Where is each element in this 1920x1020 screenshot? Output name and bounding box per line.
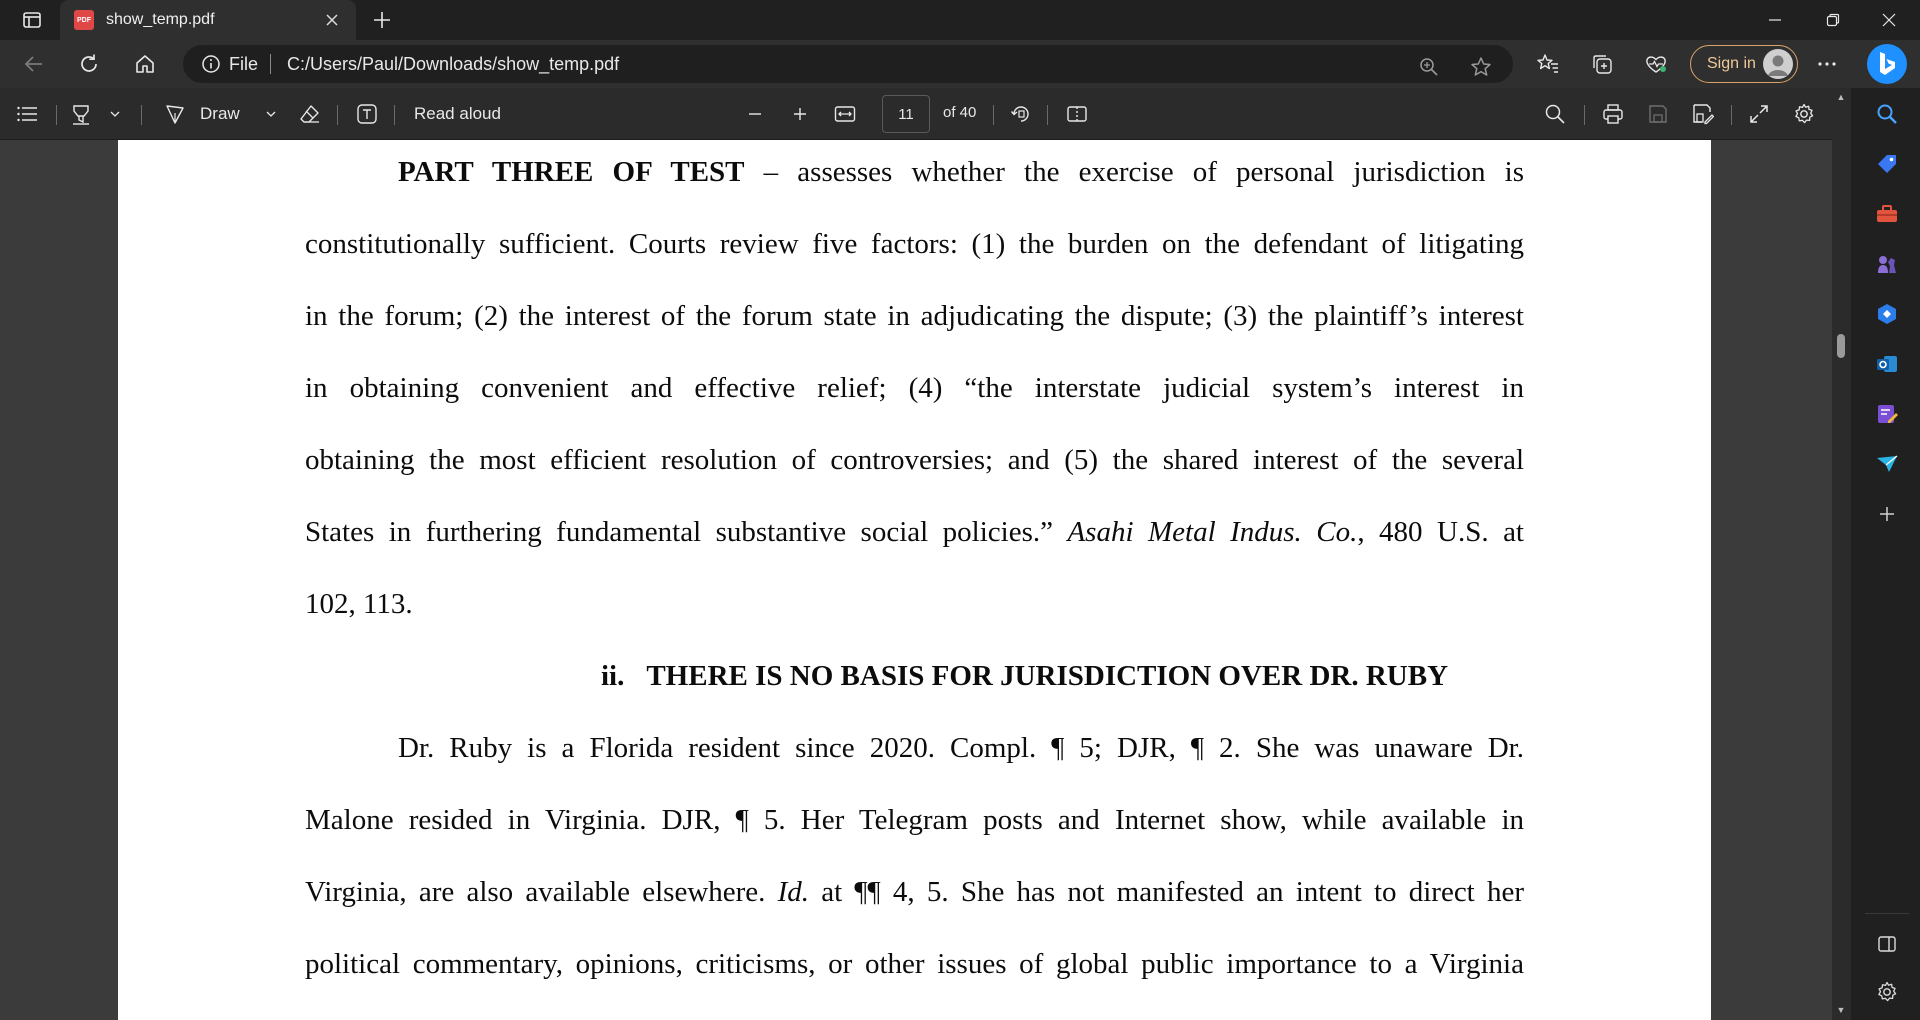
toolbox-icon [1875,202,1899,226]
id-citation: Id. [777,876,810,908]
plus-icon [1877,504,1897,524]
gear-icon [1793,103,1815,125]
doc-line-5: obtaining the most efficient resolution of controversies; and (5) the shared interest of the several [305,444,1524,476]
sidebar-divider [1865,913,1909,914]
doc-line-11: political commentary, opinions, criticisms, or other issues of global public importance to a Virginia [305,948,1524,980]
sign-in-button[interactable] [1690,45,1798,83]
erase-button[interactable] [297,101,323,127]
back-arrow-icon [23,53,45,75]
sidebar-search-button[interactable] [1873,100,1901,128]
doc-line-3: in the forum; (2) the interest of the forum state in adjudicating the dispute; (3) the plaintiff’s interest [305,300,1524,332]
draw-pen-icon [164,103,186,125]
refresh-icon [78,53,100,75]
home-icon [134,53,156,75]
save-icon [1648,104,1668,124]
doc-line-8: Dr. Ruby is a Florida resident since 2020. Compl. ¶ 5; DJR, ¶ 2. She was unaware Dr. [398,732,1524,764]
save-as-icon [1692,103,1714,125]
contents-button[interactable] [14,101,40,127]
address-toolbar [0,40,1920,88]
document-viewer[interactable] [0,140,1832,1020]
plus-icon [372,10,392,30]
sidebar-shopping-button[interactable] [1873,150,1901,178]
search-icon [1544,103,1566,125]
doc-text: – assesses whether the exercise of personal jurisdiction is [744,156,1524,188]
doc-line-6 [305,516,1524,549]
rotate-icon [1010,103,1032,125]
close-icon [1882,13,1896,27]
print-button[interactable] [1600,101,1626,127]
pdf-toolbar [0,88,1832,140]
section-heading [118,660,1711,693]
search-icon [1875,102,1899,126]
sidebar-tools-button[interactable] [1873,200,1901,228]
sidebar-settings-button[interactable] [1873,978,1901,1006]
doc-text: Virginia, are also available elsewhere. [305,876,778,908]
minimize-icon [1768,13,1782,27]
close-icon [325,13,339,27]
gear-icon [1876,981,1898,1003]
minus-icon [747,106,763,122]
chevron-down-icon [109,110,121,118]
edge-sidebar [1850,88,1920,1020]
toolbar-divider [394,105,395,125]
doc-line-10 [305,876,1524,909]
page-number-input[interactable]: 11 [882,95,930,133]
zoom-out-button[interactable] [742,101,768,127]
pdf-settings-button[interactable] [1791,101,1817,127]
pdf-file-icon: PDF [74,10,94,30]
toolbar-divider [1584,105,1585,125]
back-button[interactable] [17,48,51,80]
highlighter-icon [70,103,92,125]
doc-line-2: constitutionally sufficient. Courts review five factors: (1) the burden on the defendant of litigating [305,228,1524,260]
section-number: ii. [600,660,625,692]
sidebar-games-button[interactable] [1873,250,1901,278]
doc-text: , 480 U.S. at [1357,516,1524,548]
doc-text: at ¶¶ 4, 5. She has not manifested an intent to direct her [809,876,1524,908]
tab-close-button[interactable] [320,8,344,32]
favorites-icon[interactable] [1534,50,1562,78]
find-button[interactable] [1542,101,1568,127]
close-window-button[interactable] [1866,0,1912,40]
doc-line-1 [305,156,1524,189]
expand-icon [1749,104,1769,124]
sidebar-designer-button[interactable] [1873,400,1901,428]
url-text[interactable]: C:/Users/Paul/Downloads/show_temp.pdf [287,53,620,74]
sidebar-drop-button[interactable] [1873,450,1901,478]
toolbar-divider [141,105,142,125]
fit-to-width-button[interactable] [832,101,858,127]
site-info-icon[interactable] [201,54,221,74]
paper-plane-icon [1875,452,1899,476]
home-button[interactable] [128,48,162,80]
zoom-icon[interactable] [1415,53,1443,81]
save-as-button[interactable] [1690,101,1716,127]
address-bar[interactable] [183,45,1513,83]
tab-actions-icon [22,10,42,30]
read-aloud-button[interactable] [414,101,510,127]
shopping-tag-icon [1875,152,1899,176]
highlight-button[interactable] [68,101,94,127]
add-text-button[interactable] [354,101,380,127]
browser-essentials-icon[interactable] [1642,50,1670,78]
scroll-thumb[interactable] [1837,334,1845,358]
toolbar-divider [993,105,994,125]
rotate-button[interactable] [1008,101,1034,127]
zoom-in-button[interactable] [787,101,813,127]
page-view-button[interactable] [1064,101,1090,127]
omnibox-divider [270,54,271,74]
sidebar-panel-icon [1877,934,1897,954]
outlook-icon [1875,352,1899,376]
tab-actions-button[interactable] [14,8,50,32]
sign-in-label: Sign in [1707,55,1756,72]
sidebar-add-button[interactable] [1873,500,1901,528]
text-box-icon [356,103,378,125]
section-title: THERE IS NO BASIS FOR JURISDICTION OVER DR. RUBY [646,660,1449,692]
table-of-contents-icon [16,105,38,123]
fullscreen-button[interactable] [1746,101,1772,127]
scheme-label: File [229,53,259,74]
settings-and-more-button[interactable] [1810,48,1844,80]
tab-bar [0,0,1920,40]
doc-text: States in furthering fundamental substantive social policies.” [305,516,1068,548]
copilot-hex-icon [1875,302,1899,326]
active-tab[interactable] [60,0,356,40]
doc-line-7: 102, 113. [305,588,413,620]
vertical-scrollbar[interactable] [1832,88,1850,1020]
tab-title: show_temp.pdf [106,11,215,28]
pdf-page [118,140,1711,1020]
copilot-button[interactable] [1867,44,1907,84]
avatar [1763,49,1793,79]
highlight-options-dropdown[interactable] [106,101,124,127]
minimize-button[interactable] [1752,0,1798,40]
new-tab-button[interactable] [368,6,396,34]
part-three-heading: PART THREE OF TEST [398,156,745,188]
toolbar-divider [1047,105,1048,125]
read-aloud-label: Read aloud [414,104,501,123]
sidebar-outlook-button[interactable] [1873,350,1901,378]
chess-piece-icon [1875,252,1899,276]
designer-icon [1875,402,1899,426]
draw-button[interactable] [164,101,246,127]
toolbar-divider [1731,105,1732,125]
doc-line-4: in obtaining convenient and effective relief; (4) “the interstate judicial system’s interest in [305,372,1524,404]
restore-icon [1826,13,1840,27]
favorite-star-icon[interactable] [1467,53,1495,81]
draw-label: Draw [200,104,240,123]
sidebar-copilot-button[interactable] [1873,300,1901,328]
eraser-icon [299,103,321,125]
restore-button[interactable] [1810,0,1856,40]
toolbar-divider [56,105,57,125]
scroll-down-arrow[interactable]: ▼ [1836,1005,1846,1015]
sidebar-toggle-button[interactable] [1873,930,1901,958]
scroll-up-arrow[interactable]: ▲ [1836,92,1846,102]
page-view-icon [1066,105,1088,123]
printer-icon [1602,103,1624,125]
chevron-down-icon [265,110,277,118]
draw-options-dropdown[interactable] [262,101,280,127]
page-total-label: of 40 [943,104,977,121]
refresh-button[interactable] [72,48,106,80]
bing-icon [1875,50,1899,78]
doc-line-9: Malone resided in Virginia. DJR, ¶ 5. Her Telegram posts and Internet show, while available in [305,804,1524,836]
collections-icon[interactable] [1588,50,1616,78]
plus-icon [792,106,808,122]
more-dots-icon [1817,61,1837,67]
toolbar-divider [337,105,338,125]
save-button[interactable] [1645,101,1671,127]
case-citation: Asahi Metal Indus. Co. [1067,516,1358,548]
fit-width-icon [834,105,856,123]
